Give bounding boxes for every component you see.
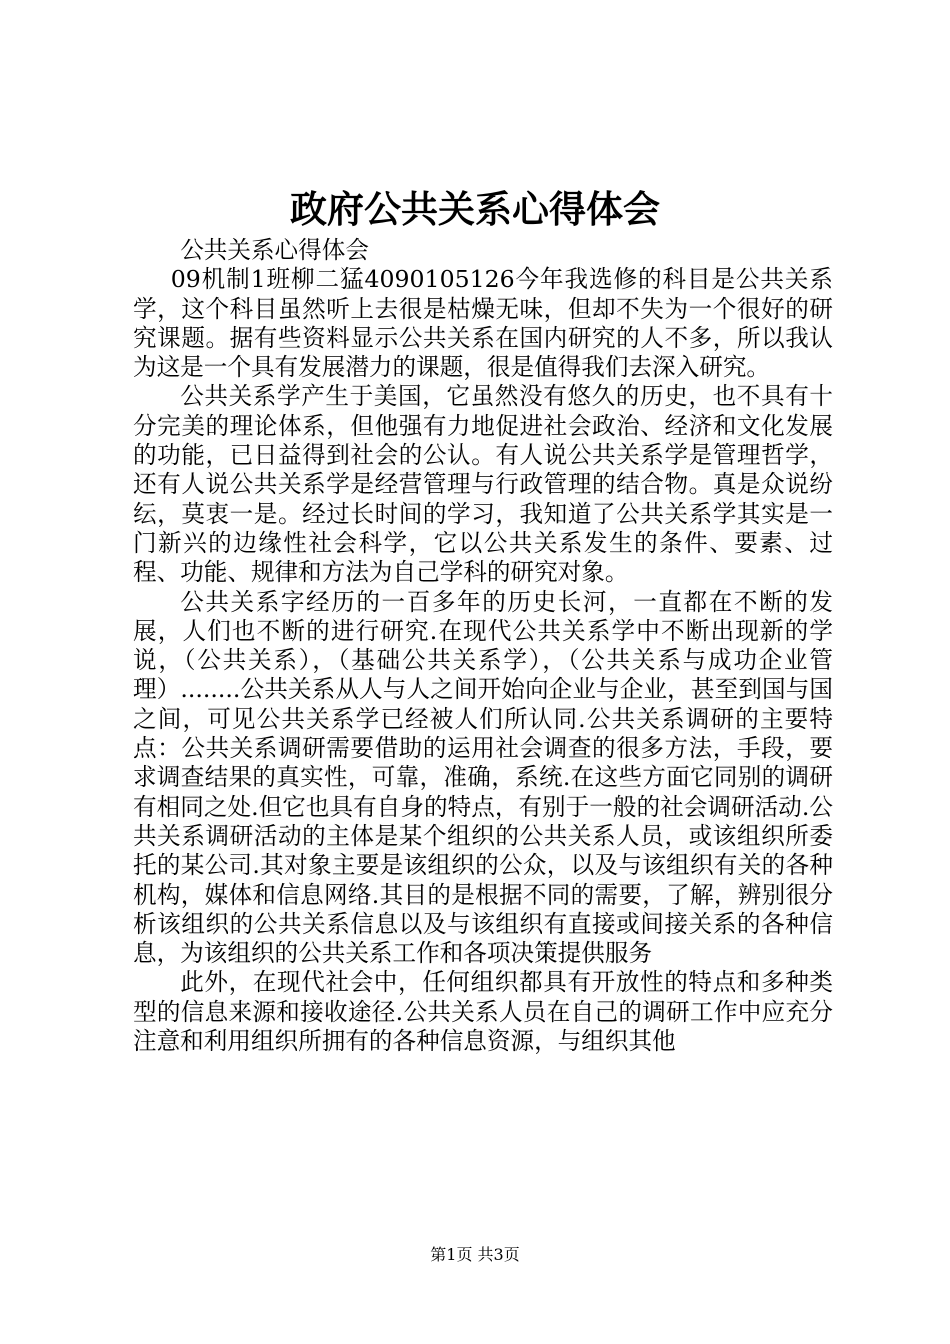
document-body — [133, 236, 833, 1056]
paragraph-intro: 09机制1班柳二猛4090105126今年我选修的科目是公共关系学，这个科目虽然听上去很是枯燥无味，但却不失为一个很好的研究课题。据有些资料显示公共关系在国内研究的人不多，所以我认为这是一个具有发展潜力的课题，很是值得我们去深入研究。 — [133, 265, 833, 382]
paragraph-history: 公共关系字经历的一百多年的历史长河，一直都在不断的发展，人们也不断的进行研究.在现代公共关系学中不断出现新的学说，（公共关系），（基础公共关系学），（公共关系与成功企业管理）........公共关系从人与人之间开始向企业与企业，甚至到国与国之间，可见公共关系学已经被人们所认同.公共关系调研的主要特点：公共关系调研需要借助的运用社会调查的很多方法，手段，要求调查结果的真实性，可靠，准确，系统.在这些方面它同别的调研有相同之处.但它也具有自身的特点，有别于一般的社会调研活动.公共关系调研活动的主体是某个组织的公共关系人员，或该组织所委托的某公司.其对象主要是该组织的公众，以及与该组织有关的各种机构，媒体和信息网络.其目的是根据不同的需要，了解，辨别很分析该组织的公共关系信息以及与该组织有直接或间接关系的各种信息，为该组织的公共关系工作和各项决策提供服务 — [133, 587, 833, 968]
paragraph-subtitle: 公共关系心得体会 — [180, 236, 369, 264]
paragraph-origin: 公共关系学产生于美国，它虽然没有悠久的历史，也不具有十分完美的理论体系，但他强有力地促进社会政治、经济和文化发展的功能，已日益得到社会的公认。有人说公共关系学是管理哲学，还有人说公共关系学是经营管理与行政管理的结合物。真是众说纷纭，莫衷一是。经过长时间的学习，我知道了公共关系学其实是一门新兴的边缘性社会科学，它以公共关系发生的条件、要素、过程、功能、规律和方法为自己学科的研究对象。 — [133, 382, 833, 587]
page-footer: 第1页 共3页 — [430, 1245, 520, 1264]
paragraph-moreover: 此外，在现代社会中，任何组织都具有开放性的特点和多种类型的信息来源和接收途径.公共关系人员在自己的调研工作中应充分注意和利用组织所拥有的各种信息资源，与组织其他 — [133, 968, 833, 1056]
document-title: 政府公共关系心得体会 — [290, 187, 660, 231]
